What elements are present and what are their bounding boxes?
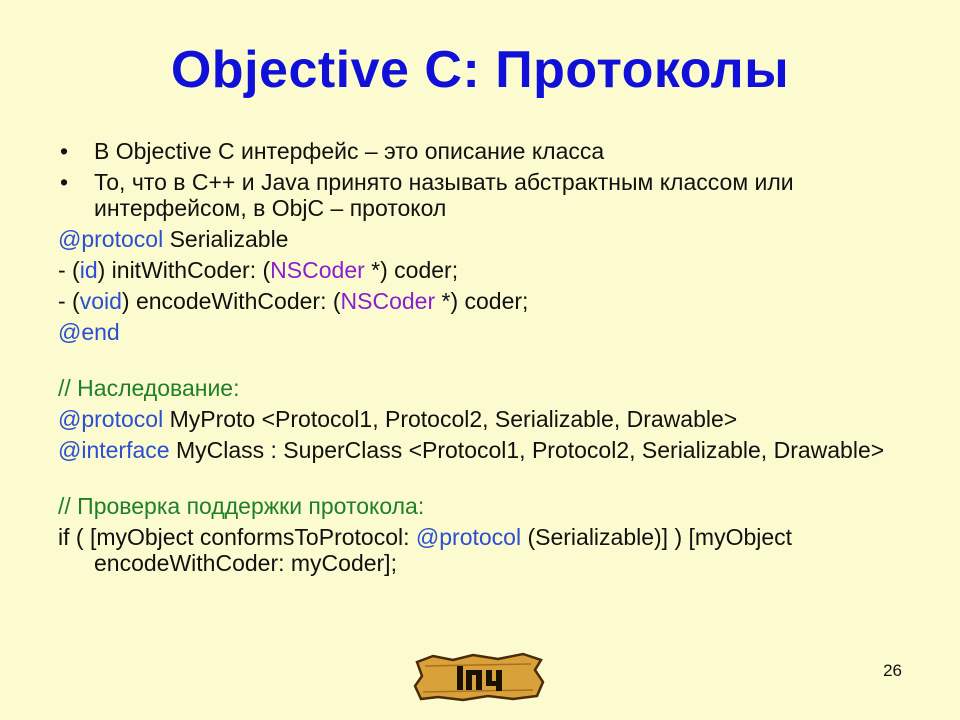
code-line (58, 319, 918, 345)
code-comment: // Проверка поддержки протокола: (58, 493, 425, 519)
bullet-text: В Objective C интерфейс – это описание класса (94, 138, 605, 164)
code-line (58, 257, 918, 283)
code-text: ) initWithCoder: ( (97, 257, 271, 283)
code-comment: // Наследование: (58, 375, 240, 401)
code-text: MyProto <Protocol1, Protocol2, Serializable, Drawable> (163, 406, 738, 432)
code-text: *) coder; (364, 257, 459, 283)
code-text: MyClass : SuperClass <Protocol1, Protocol2, Serializable, Drawable> (169, 437, 885, 463)
code-line (58, 524, 918, 576)
class-name: NSCoder (340, 288, 436, 314)
slide-title: Objective C: Протоколы (170, 41, 790, 99)
page-number: 26 (883, 661, 902, 680)
keyword: @end (58, 319, 120, 345)
keyword: @protocol (58, 406, 164, 432)
bullet-item (58, 138, 918, 164)
code-line (58, 437, 918, 463)
code-line (58, 288, 918, 314)
keyword: @protocol (415, 524, 522, 550)
code-text: if ( [myObject conformsToProtocol: (58, 524, 416, 550)
keyword: void (79, 288, 122, 314)
code-line (58, 406, 918, 432)
slide-content (58, 138, 918, 576)
keyword: @interface (58, 437, 170, 463)
class-name: NSCoder (270, 257, 365, 283)
code-text: Serializable (163, 226, 289, 252)
wooden-sign-logo-icon (413, 652, 545, 702)
bullet-text: То, что в C++ и Java принято называть абстрактным классом или интерфейсом, в ObjC – протокол (94, 169, 794, 221)
code-text: *) coder; (435, 288, 529, 314)
code-line (58, 226, 918, 252)
bullet-dot: • (60, 138, 69, 164)
keyword: @protocol (58, 226, 164, 252)
code-text: - ( (58, 288, 80, 314)
code-text: - ( (58, 257, 80, 283)
bullet-item (58, 169, 918, 221)
bullet-dot: • (60, 169, 69, 195)
keyword: id (79, 257, 98, 283)
code-text: ) encodeWithCoder: ( (121, 288, 341, 314)
code-text: (Serializable)] ) [myObject encodeWithCoder: myCoder]; (94, 524, 793, 576)
